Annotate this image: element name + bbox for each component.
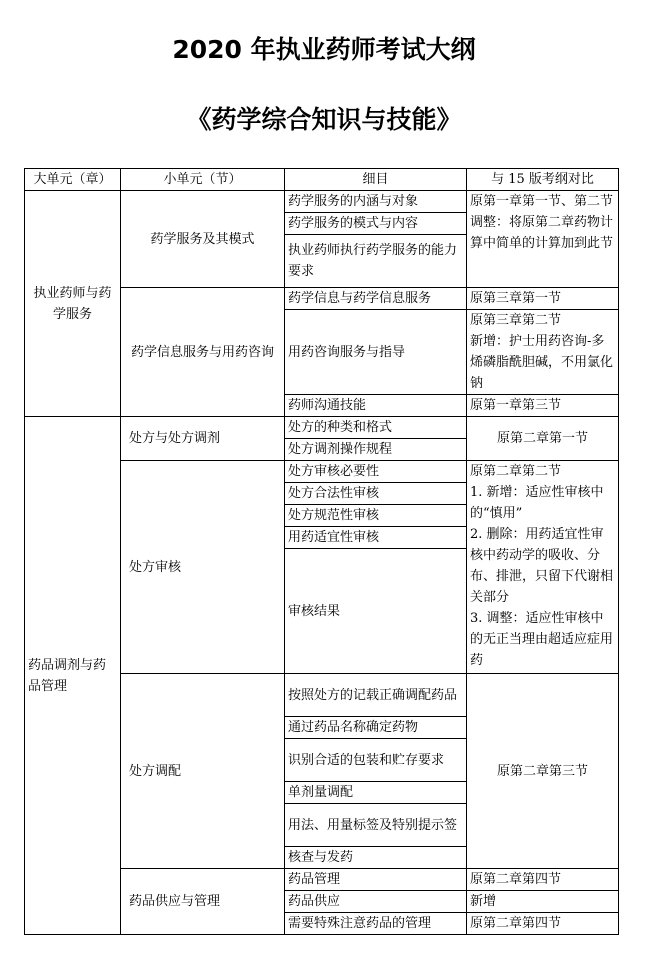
compare-text: 新增：护士用药咨询-多烯磷脂酰胆碱，不用氯化钠 — [470, 334, 614, 391]
item-cell: 核查与发药 — [285, 847, 467, 869]
subunit-cell: 处方与处方调剂 — [121, 417, 285, 461]
compare-cell: 原第二章第一节 — [467, 417, 619, 461]
table-row — [25, 417, 619, 439]
compare-text: 调整：将原第二章药物计算中简单的计算加到此节 — [470, 215, 614, 251]
compare-cell: 原第二章第四节 — [467, 913, 619, 935]
syllabus-table — [24, 168, 619, 935]
header-item: 细目 — [285, 169, 467, 191]
item-cell: 执业药师执行药学服务的能力要求 — [285, 235, 467, 288]
item-cell: 处方的种类和格式 — [285, 417, 467, 439]
compare-cell: 原第三章第一节 — [467, 288, 619, 310]
compare-text: 原第一章第一节、第二节 — [470, 194, 614, 209]
table-header-row — [25, 169, 619, 191]
item-cell: 处方调剂操作规程 — [285, 439, 467, 461]
item-cell: 药品供应 — [285, 891, 467, 913]
item-cell: 用药咨询服务与指导 — [285, 310, 467, 395]
compare-cell: 原第二章第三节 — [467, 674, 619, 869]
item-cell: 药学服务的模式与内容 — [285, 213, 467, 235]
item-cell: 用法、用量标签及特别提示签 — [285, 804, 467, 847]
compare-cell — [467, 310, 619, 395]
header-subunit: 小单元（节） — [121, 169, 285, 191]
subunit-cell: 处方审核 — [121, 461, 285, 674]
header-unit: 大单元（章） — [25, 169, 121, 191]
unit-cell: 药品调剂与药品管理 — [25, 417, 121, 935]
compare-text: 原第二章第二节 — [470, 464, 562, 479]
item-cell: 药学服务的内涵与对象 — [285, 191, 467, 213]
compare-cell: 原第一章第三节 — [467, 395, 619, 417]
subunit-cell: 药品供应与管理 — [121, 869, 285, 935]
compare-cell: 新增 — [467, 891, 619, 913]
compare-text: 2. 删除：用药适宜性审核中药动学的吸收、分布、排泄，只留下代谢相关部分 — [470, 527, 614, 605]
compare-cell — [467, 191, 619, 288]
header-compare: 与 15 版考纲对比 — [467, 169, 619, 191]
table-row — [25, 191, 619, 213]
item-cell: 单剂量调配 — [285, 782, 467, 804]
subunit-cell: 处方调配 — [121, 674, 285, 869]
compare-text: 3. 调整：适应性审核中的无正当理由超适应症用药 — [470, 611, 614, 668]
item-cell: 识别合适的包装和贮存要求 — [285, 739, 467, 782]
compare-cell — [467, 461, 619, 674]
item-cell: 药师沟通技能 — [285, 395, 467, 417]
item-cell: 需要特殊注意药品的管理 — [285, 913, 467, 935]
subunit-cell: 药学信息服务与用药咨询 — [121, 288, 285, 417]
page-subtitle: 《药学综合知识与技能》 — [186, 105, 462, 134]
item-cell: 审核结果 — [285, 549, 467, 674]
item-cell: 处方审核必要性 — [285, 461, 467, 483]
compare-cell: 原第二章第四节 — [467, 869, 619, 891]
subunit-cell: 药学服务及其模式 — [121, 191, 285, 288]
unit-cell: 执业药师与药学服务 — [25, 191, 121, 417]
item-cell: 按照处方的记载正确调配药品 — [285, 674, 467, 717]
item-cell: 药品管理 — [285, 869, 467, 891]
item-cell: 通过药品名称确定药物 — [285, 717, 467, 739]
item-cell: 处方合法性审核 — [285, 483, 467, 505]
item-cell: 处方规范性审核 — [285, 505, 467, 527]
compare-text: 1. 新增：适应性审核中的“慎用” — [470, 485, 604, 521]
item-cell: 药学信息与药学信息服务 — [285, 288, 467, 310]
page-title: 2020 年执业药师考试大纲 — [172, 35, 476, 64]
compare-text: 原第三章第二节 — [470, 313, 562, 328]
item-cell: 用药适宜性审核 — [285, 527, 467, 549]
